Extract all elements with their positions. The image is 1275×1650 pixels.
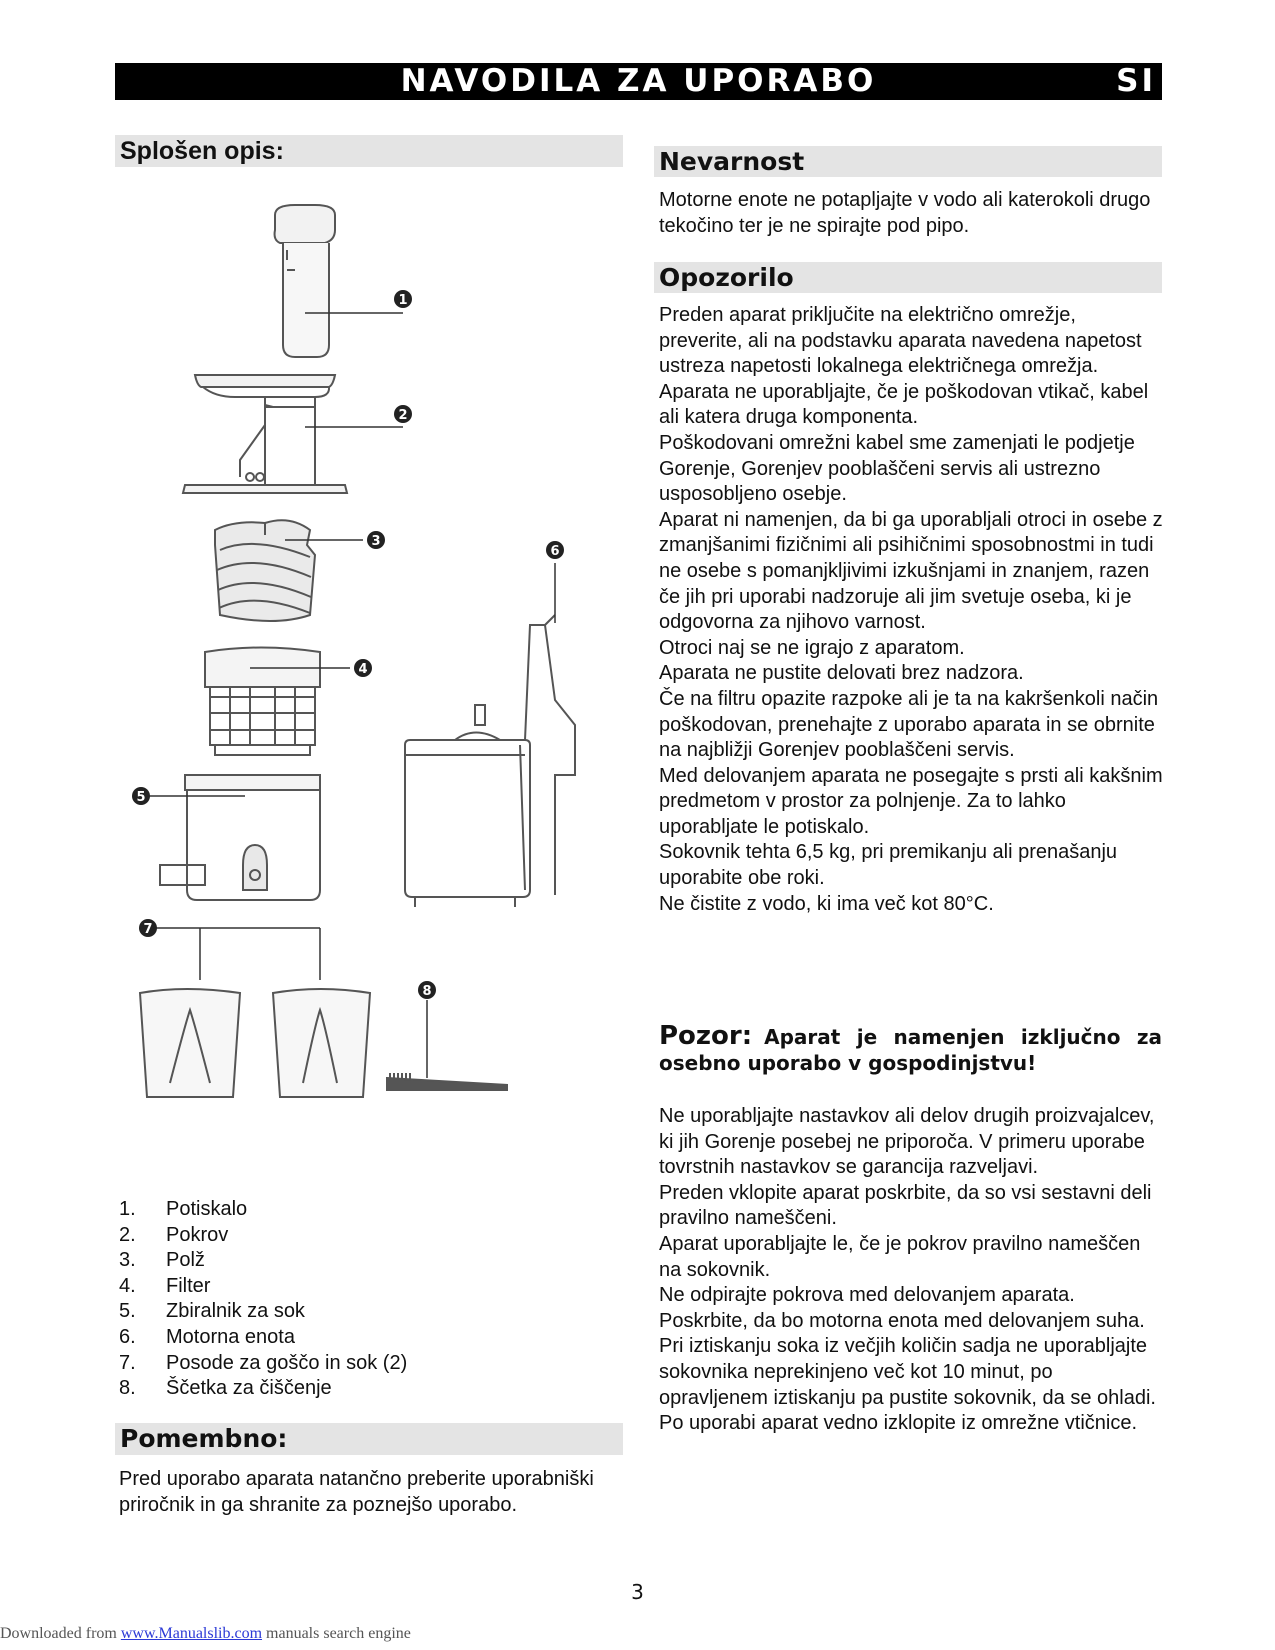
motor-unit-drawing xyxy=(405,615,575,907)
list-item: Preden vklopite aparat poskrbite, da so vsi sestavni deli pravilno nameščeni. xyxy=(659,1181,1152,1230)
danger-heading: Nevarnost xyxy=(654,146,1162,177)
list-item: 5. Zbiralnik za sok xyxy=(119,1300,305,1323)
callout-4: 4 xyxy=(358,662,368,677)
important-text: Pred uporabo aparata natančno preberite uporabniški priročnik in ga shranite za poznejšo uporabo. xyxy=(119,1468,594,1516)
download-footer xyxy=(0,1625,411,1643)
language-code: SI xyxy=(1116,63,1156,99)
list-item: Ne odpirajte pokrova med delovanjem aparata. xyxy=(659,1284,1075,1307)
list-item: Poškodovani omrežni kabel sme zamenjati le podjetje Gorenje, Gorenjev pooblaščeni servis ali ustrezno usposobljeno osebje. xyxy=(659,431,1135,506)
list-item: 3. Polž xyxy=(119,1249,205,1272)
callout-2: 2 xyxy=(398,408,408,423)
list-item: Ne čistite z vodo, ki ima več kot 80°C. xyxy=(659,892,994,915)
auger-drawing xyxy=(215,520,315,621)
list-item: 7. Posode za goščo in sok (2) xyxy=(119,1351,408,1374)
brush-drawing xyxy=(387,1000,507,1090)
footer-prefix: Downloaded from xyxy=(0,1625,117,1642)
footer-suffix: manuals search engine xyxy=(266,1625,411,1642)
list-item: Pri iztiskanju soka iz večjih količin sadja ne uporabljajte sokovnika neprekinjeno več kot 10 minut, po opravljenem iztiskanju pa pustite sokovnik, da se ohladi. xyxy=(659,1335,1156,1409)
notes-list xyxy=(659,1104,1164,1437)
page-number: 3 xyxy=(631,1580,644,1604)
pusher-drawing xyxy=(275,205,335,357)
caution-label: Pozor: xyxy=(659,1021,753,1051)
callout-1: 1 xyxy=(398,293,408,308)
filter-drawing xyxy=(205,648,320,756)
caution-note xyxy=(659,1023,1162,1076)
list-item: Aparata ne uporabljajte, če je poškodovan vtikač, kabel ali katera druga komponenta. xyxy=(659,380,1149,429)
page-title: NAVODILA ZA UPORABO xyxy=(400,63,877,99)
juice-collector-drawing xyxy=(160,775,320,900)
important-heading: Pomembno: xyxy=(115,1423,623,1455)
callout-6: 6 xyxy=(550,544,560,559)
manualslib-link[interactable]: www.Manualslib.com xyxy=(120,1625,263,1642)
list-item: Aparat ni namenjen, da bi ga uporabljali otroci in osebe z zmanjšanimi fizičnimi ali psihičnimi sposobnostmi in tudi ne osebe s pomanjkljivimi izkušnjami in znanjem, razen če jih pri uporabi nadzoruje ali jim svetuje oseba, ki je odgovorna za njihovo varnost. xyxy=(659,508,1163,634)
list-item: Med delovanjem aparata ne posegajte s prsti ali kakšnim predmetom v prostor za polnjenje. Za to lahko uporabljate le potiskalo. xyxy=(659,764,1163,838)
list-item: Otroci naj se ne igrajo z aparatom. xyxy=(659,636,965,659)
warning-list xyxy=(659,303,1164,917)
list-item: Če na filtru opazite razpoke ali je ta na kakršenkoli način poškodovan, prenehajte z uporabo aparata in se obrnite na najbližji Gorenjev pooblaščeni servis. xyxy=(659,687,1159,762)
list-item: Preden aparat priključite na električno omrežje, preverite, ali na podstavku aparata navedena napetost ustreza napetosti lokalnega električnega omrežja. xyxy=(659,304,1142,378)
list-item: 6. Motorna enota xyxy=(119,1325,295,1348)
callout-8: 8 xyxy=(422,984,432,999)
list-item: 2. Pokrov xyxy=(119,1223,229,1246)
list-item: 4. Filter xyxy=(119,1274,211,1297)
list-item: 8. Ščetka za čiščenje xyxy=(119,1377,332,1400)
list-item: Sokovnik tehta 6,5 kg, pri premikanju ali prenašanju uporabite obe roki. xyxy=(659,841,1118,890)
list-item: Ne uporabljajte nastavkov ali delov drugih proizvajalcev, ki jih Gorenje posebej ne priporoča. V primeru uporabe tovrstnih nastavkov se garancija razveljavi. xyxy=(659,1105,1155,1179)
parts-list xyxy=(119,1197,407,1402)
general-description-heading: Splošen opis: xyxy=(115,135,623,167)
header-bar xyxy=(115,63,1162,100)
list-item: Aparat uporabljajte le, če je pokrov pravilno nameščen na sokovnik. xyxy=(659,1232,1141,1281)
list-item: Aparata ne pustite delovati brez nadzora. xyxy=(659,662,1024,685)
containers-drawing xyxy=(140,928,370,1097)
warning-heading: Opozorilo xyxy=(654,262,1162,293)
exploded-view-illustration xyxy=(115,185,615,1175)
list-item: Po uporabi aparat vedno izklopite iz omrežne vtičnice. xyxy=(659,1412,1138,1435)
callout-7: 7 xyxy=(143,922,153,937)
caution-text: Aparat je namenjen izključno za osebno uporabo v gospodinjstvu! xyxy=(659,1025,1162,1075)
callout-3: 3 xyxy=(371,534,381,549)
callout-5: 5 xyxy=(136,790,146,805)
list-item: 1. Potiskalo xyxy=(119,1198,248,1220)
danger-text: Motorne enote ne potapljajte v vodo ali katerokoli drugo tekočino ter je ne spirajte pod pipo. xyxy=(659,189,1151,237)
list-item: Poskrbite, da bo motorna enota med delovanjem suha. xyxy=(659,1309,1145,1332)
lid-drawing xyxy=(183,375,347,493)
